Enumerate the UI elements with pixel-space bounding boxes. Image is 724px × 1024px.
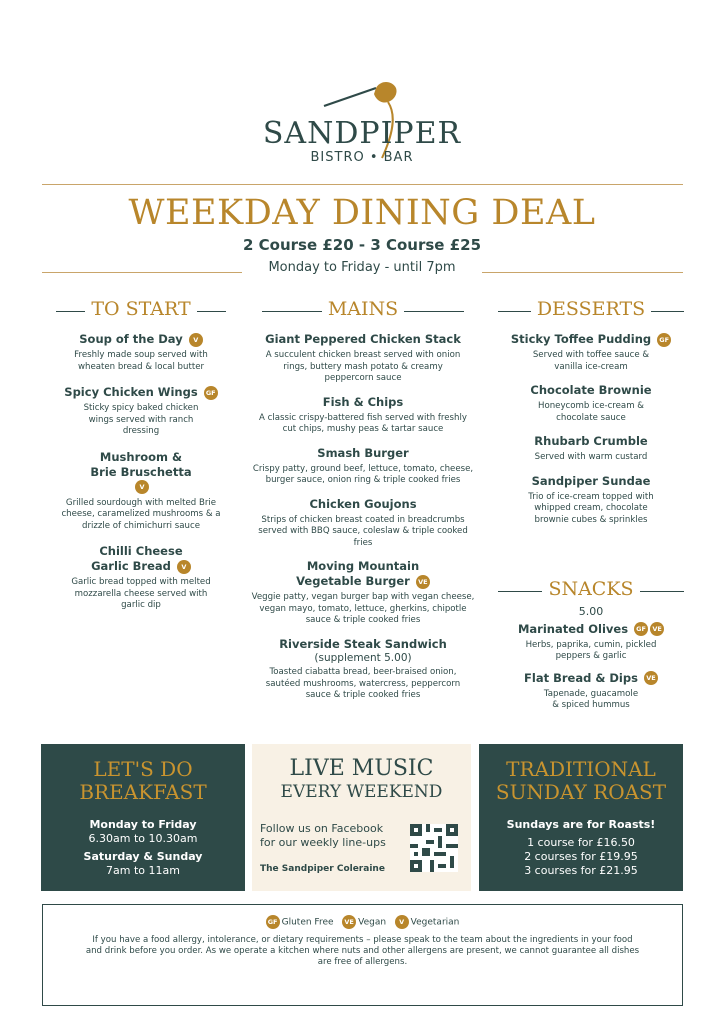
menu-item: Soup of the Day V Freshly made soup served with wheaten bread & local butter [74, 332, 208, 372]
dietary-legend: GF Gluten Free VE Vegan V Vegetarian [43, 915, 682, 929]
roast-option: 3 courses for £21.95 [524, 864, 638, 877]
desserts-heading: DESSERTS [498, 298, 684, 326]
vegan-badge: VE [650, 622, 664, 636]
roast-option: 2 courses for £19.95 [524, 850, 638, 863]
menu-item: Spicy Chicken Wings GF Sticky spicy baked chicken wings served with ranch dressing [56, 385, 226, 438]
menu-item: Moving Mountain Vegetable Burger VE Veggie patty, vegan burger bap with vegan cheese, vegan mayo, tomato, lettuce, gherkins, chipotle sauce & triple cooked fries [251, 559, 475, 625]
menu-item: Giant Peppered Chicken Stack A succulent chicken breast served with onion rings, buttery mash potato & creamy peppercorn sauce [265, 332, 461, 383]
deal-prices: 2 Course £20 - 3 Course £25 [242, 236, 482, 254]
menu-item: Chicken Goujons Strips of chicken breast coated in breadcrumbs served with BBQ sauce, coleslaw & triple cooked fries [258, 496, 468, 548]
vegan-badge: VE [644, 671, 658, 685]
menu-item: Rhubarb Crumble Served with warm custard [534, 434, 648, 462]
gluten-free-badge: GF [657, 333, 671, 347]
brand-subtitle: BISTRO • BAR [310, 150, 414, 165]
gluten-free-badge: GF [204, 386, 218, 400]
gluten-free-badge: GF [266, 915, 280, 929]
roast-tagline: Sundays are for Roasts! [506, 818, 656, 831]
brand-name: SANDPIPER [262, 116, 462, 151]
allergen-info [42, 904, 683, 1006]
desserts-column [498, 298, 684, 712]
breakfast-weekend-time: 7am to 11am [106, 864, 180, 877]
starters-column [56, 298, 226, 612]
sunday-roast-panel [479, 744, 683, 891]
page-title: WEEKDAY DINING DEAL [128, 193, 596, 233]
gluten-free-badge: GF [634, 622, 648, 636]
sunday-roast-heading: TRADITIONAL SUNDAY ROAST [495, 757, 667, 804]
vegan-badge: VE [342, 915, 356, 929]
menu-item: Chocolate Brownie Honeycomb ice-cream & chocolate sauce [530, 383, 652, 423]
divider [482, 272, 683, 273]
menu-item: Mushroom & Brie Bruschetta V Grilled sourdough with melted Brie cheese, caramelized mushrooms & a drizzle of chimichurri sauce [61, 449, 221, 531]
vegetarian-badge: V [189, 333, 203, 347]
live-music-panel [252, 744, 471, 891]
breakfast-heading: LET'S DO BREAKFAST [79, 757, 207, 804]
roast-option: 1 course for £16.50 [527, 836, 635, 849]
qr-code-icon[interactable] [410, 824, 458, 872]
allergen-text: If you have a food allergy, intolerance, or dietary requirements – please speak to the team about the ingredients in your food and drink before you order. As we operate a kitchen where nuts and other allergens are present, we cannot guarantee all dishes are free of allergens. [85, 935, 640, 967]
snacks-heading: SNACKS [498, 578, 684, 606]
vegetarian-badge: V [135, 480, 149, 494]
facebook-note: Follow us on Facebook for our weekly line-ups The Sandpiper Coleraine [260, 822, 386, 874]
vegetarian-badge: V [395, 915, 409, 929]
breakfast-weekend-label: Saturday & Sunday [83, 850, 203, 863]
deal-times: Monday to Friday - until 7pm [268, 260, 456, 275]
menu-item: Marinated Olives GF VE Herbs, paprika, cumin, pickled peppers & garlic [498, 622, 684, 663]
menu-item: Sandpiper Sundae Trio of ice-cream topped with whipped cream, chocolate brownie cubes & sprinkles [528, 473, 654, 525]
vegan-badge: VE [416, 575, 430, 589]
menu-item: Flat Bread & Dips VE Tapenade, guacamole & spiced hummus [498, 671, 684, 712]
breakfast-panel [41, 744, 245, 891]
snacks-price: 5.00 [578, 605, 604, 618]
menu-item: Riverside Steak Sandwich (supplement 5.00) Toasted ciabatta bread, beer-braised onion, sautéed mushrooms, watercress, peppercorn sauce & triple cooked fries [265, 636, 461, 700]
live-music-heading: LIVE MUSIC EVERY WEEKEND [280, 756, 443, 802]
mains-heading: MAINS [262, 298, 464, 326]
menu-item: Chilli Cheese Garlic Bread V Garlic bread topped with melted mozzarella cheese served with garlic dip [71, 544, 211, 610]
breakfast-weekday-label: Monday to Friday [89, 818, 197, 831]
starters-heading: TO START [56, 298, 226, 326]
menu-item: Fish & Chips A classic crispy-battered fish served with freshly cut chips, mushy peas & tartar sauce [259, 394, 467, 434]
mains-column [248, 298, 478, 702]
divider [42, 184, 683, 185]
logo [0, 74, 724, 174]
menu-item: Sticky Toffee Pudding GF Served with toffee sauce & vanilla ice-cream [498, 332, 684, 373]
breakfast-weekday-time: 6.30am to 10.30am [88, 832, 198, 845]
menu-item: Smash Burger Crispy patty, ground beef, lettuce, tomato, cheese, burger sauce, onion ring & triple cooked fries [252, 445, 474, 485]
vegetarian-badge: V [177, 560, 191, 574]
